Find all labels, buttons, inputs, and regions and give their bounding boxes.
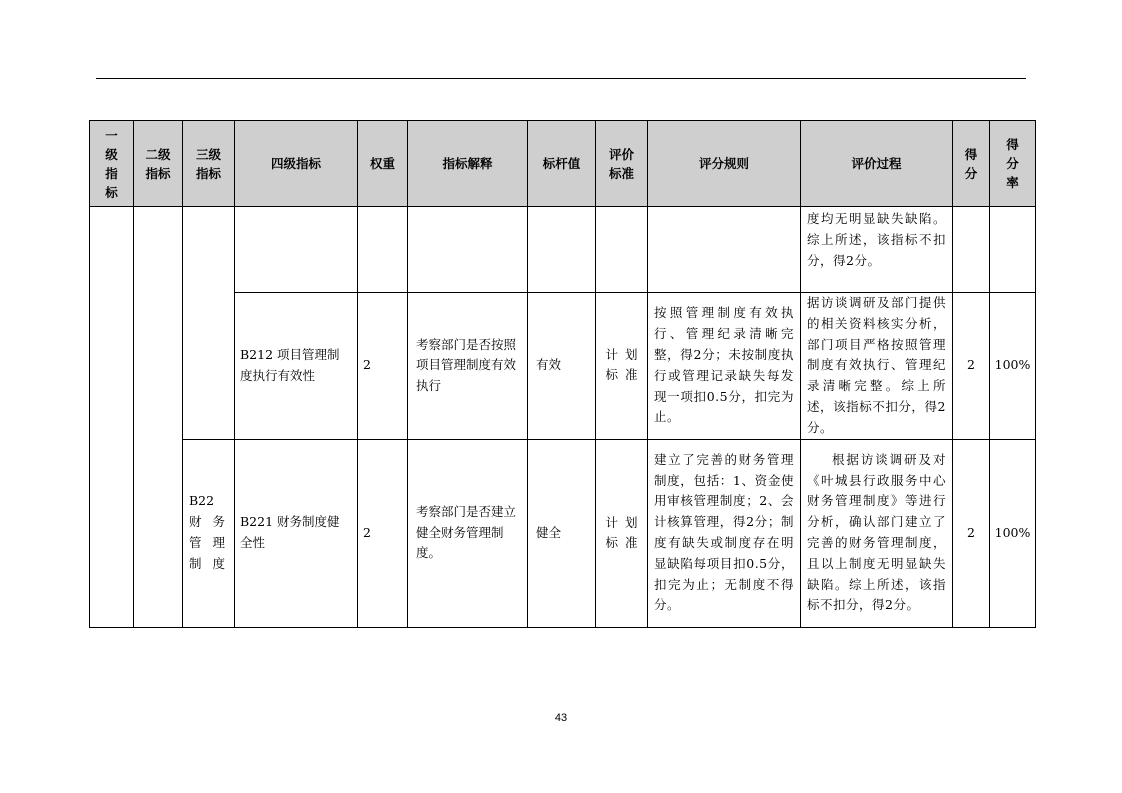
header-benchmark: 标杆值 — [528, 121, 596, 207]
header-rules: 评分规则 — [648, 121, 801, 207]
cell-standard-empty — [596, 207, 648, 293]
cell-rate-empty — [990, 207, 1036, 293]
cell-score-empty — [953, 207, 990, 293]
cell-level3-empty — [183, 207, 235, 440]
cell-rules-empty — [648, 207, 801, 293]
cell-explanation-empty — [408, 207, 528, 293]
cell-process-continued: 度均无明显缺失缺陷。综上所述，该指标不扣分，得2分。 — [801, 207, 953, 293]
cell-benchmark: 健全 — [528, 439, 596, 627]
header-level4: 四级指标 — [235, 121, 358, 207]
cell-level2 — [134, 207, 183, 628]
header-level3: 三级指标 — [183, 121, 235, 207]
cell-process: 据访谈调研及部门提供的相关资料核实分析，部门项目严格按照管理制度有效执行、管理纪录清晰完整。综上所述，该指标不扣分，得2分。 — [801, 293, 953, 440]
evaluation-table — [89, 120, 1036, 628]
header-score: 得分 — [953, 121, 990, 207]
cell-process: 根据访谈调研及对《叶城县行政服务中心财务管理制度》等进行分析，确认部门建立了完善的财务管理制度，且以上制度无明显缺失缺陷。综上所述，该指标不扣分，得2分。 — [801, 439, 953, 627]
header-level1: 一级指标 — [90, 121, 134, 207]
table-header-row — [90, 121, 1036, 207]
cell-weight: 2 — [358, 293, 408, 440]
cell-rate: 100% — [990, 293, 1036, 440]
cell-weight-empty — [358, 207, 408, 293]
cell-level4: B221 财务制度健全性 — [235, 439, 358, 627]
table-row-continuation — [90, 207, 1036, 293]
cell-rules: 建立了完善的财务管理制度，包括：1、资金使用审核管理制度；2、会计核算管理，得2分；制度有缺失或制度存在明显缺陷每项目扣0.5分，扣完为止；无制度不得分。 — [648, 439, 801, 627]
header-rate: 得分率 — [990, 121, 1036, 207]
cell-standard: 计划标准 — [596, 439, 648, 627]
cell-explanation: 考察部门是否建立健全财务管理制度。 — [408, 439, 528, 627]
page-number: 43 — [554, 712, 568, 724]
cell-standard: 计划标准 — [596, 293, 648, 440]
table-row — [90, 439, 1036, 627]
header-explanation: 指标解释 — [408, 121, 528, 207]
cell-weight: 2 — [358, 439, 408, 627]
cell-benchmark-empty — [528, 207, 596, 293]
header-weight: 权重 — [358, 121, 408, 207]
cell-score: 2 — [953, 293, 990, 440]
cell-level1 — [90, 207, 134, 628]
cell-level4: B212 项目管理制度执行有效性 — [235, 293, 358, 440]
header-process: 评价过程 — [801, 121, 953, 207]
header-standard: 评价标准 — [596, 121, 648, 207]
header-level2: 二级指标 — [134, 121, 183, 207]
cell-explanation: 考察部门是否按照项目管理制度有效执行 — [408, 293, 528, 440]
cell-benchmark: 有效 — [528, 293, 596, 440]
cell-rules: 按照管理制度有效执行、管理纪录清晰完整，得2分；未按制度执行或管理记录缺失每发现一项扣0.5分，扣完为止。 — [648, 293, 801, 440]
cell-level4-empty — [235, 207, 358, 293]
cell-rate: 100% — [990, 439, 1036, 627]
cell-score: 2 — [953, 439, 990, 627]
header-rule — [96, 78, 1026, 79]
cell-level3: B22财务管理制度 — [183, 439, 235, 627]
